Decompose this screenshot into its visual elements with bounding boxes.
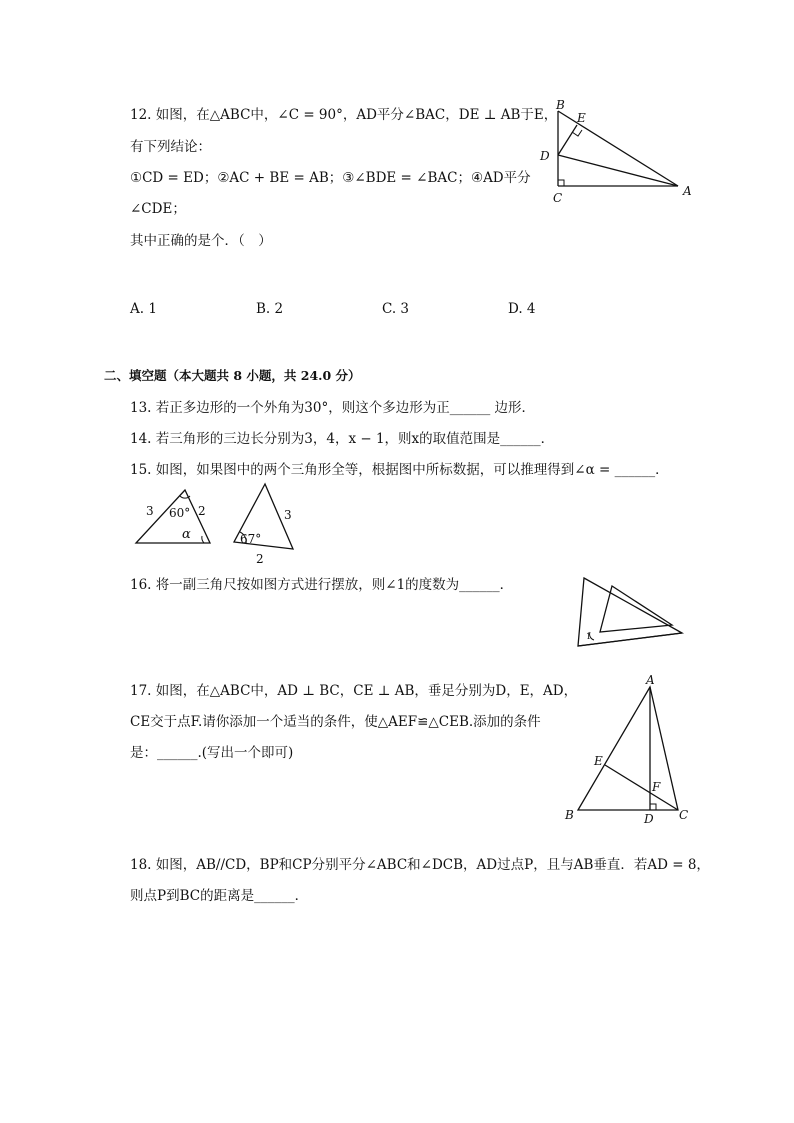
q12-right-angle-c: [558, 180, 564, 186]
q12-option-b[interactable]: B. 2: [256, 301, 284, 317]
q17-altitude-ce: [605, 765, 678, 810]
q17-label-b: B: [565, 808, 574, 822]
q15-fig1-side-right: 2: [198, 504, 206, 518]
q12-segment-ad: [558, 155, 678, 186]
q17-triangle-abc: [578, 687, 678, 810]
q16-angle-1-label: 1: [586, 632, 592, 641]
q18-line1: 18. 如图，AB//CD，BP和CP分别平分∠ABC和∠DCB，AD过点P，且与AB垂直．若AD = 8，: [130, 857, 710, 873]
q17-line3: 是：______.(写出一个即可): [130, 745, 294, 761]
q12-line4: ∠CDE；: [130, 201, 186, 217]
q15-angle-arc-alpha: [202, 536, 204, 543]
q12-line1: 12. 如图，在△ABC中，∠C = 90°，AD平分∠BAC，DE ⊥ AB于E，: [130, 107, 558, 123]
q12-label-e: E: [577, 111, 586, 125]
q12-label-c: C: [553, 191, 563, 205]
q17-triangle-figure: [560, 673, 700, 828]
q14-text: 14. 若三角形的三边长分别为3，4，x − 1，则x的取值范围是______．: [130, 431, 555, 447]
q12-line2: 有下列结论：: [130, 139, 211, 155]
q12-side-ba: [558, 111, 678, 186]
q17-line2: CE交于点F.请你添加一个适当的条件，使△AEF≌△CEB.添加的条件: [130, 714, 541, 730]
q17-label-a: A: [646, 673, 655, 687]
q15-text: 15. 如图，如果图中的两个三角形全等，根据图中所标数据，可以推理得到∠α = ______．: [130, 462, 669, 478]
q17-label-c: C: [679, 808, 689, 822]
q12-line5: 其中正确的是个．（ ）: [130, 233, 272, 249]
q17-line1: 17. 如图，在△ABC中，AD ⊥ BC，CE ⊥ AB，垂足分别为D，E，AD，: [130, 683, 578, 699]
q12-line3: ①CD = ED；②AC + BE = AB；③∠BDE = ∠BAC；④AD平分: [130, 170, 531, 186]
q17-label-d: D: [644, 812, 654, 826]
q16-triangle-ruler-1: [578, 578, 682, 646]
q15-fig2-side-right: 3: [284, 508, 292, 522]
q12-label-a: A: [683, 184, 692, 198]
q15-fig1-angle-top: 60°: [169, 506, 191, 520]
q12-option-a[interactable]: A. 1: [130, 301, 157, 317]
q12-option-d[interactable]: D. 4: [508, 301, 536, 317]
q16-set-squares-figure: [570, 572, 690, 654]
q15-triangles-figure: [128, 482, 308, 567]
q17-label-e: E: [594, 754, 603, 768]
q17-right-angle-d: [650, 804, 656, 810]
q12-segment-de: [558, 125, 577, 155]
q15-fig2-side-bottom: 2: [256, 552, 264, 566]
q13-text: 13. 若正多边形的一个外角为30°，则这个多边形为正______ 边形．: [130, 400, 535, 416]
q15-fig2-angle: 67°: [240, 532, 262, 546]
section-title: 二、填空题（本大题共 8 小题，共 24.0 分）: [104, 368, 361, 383]
q17-label-f: F: [652, 780, 661, 794]
q12-triangle-figure: [530, 98, 710, 208]
q12-option-c[interactable]: C. 3: [382, 301, 410, 317]
q12-label-b: B: [556, 98, 565, 112]
q16-text: 16. 将一副三角尺按如图方式进行摆放，则∠1的度数为______．: [130, 577, 514, 593]
q12-label-d: D: [540, 149, 550, 163]
q15-fig1-side-left: 3: [146, 504, 154, 518]
q16-triangle-ruler-2: [600, 586, 672, 632]
q15-fig1-angle-alpha: α: [182, 527, 191, 542]
q18-line2: 则点P到BC的距离是______．: [130, 888, 309, 904]
